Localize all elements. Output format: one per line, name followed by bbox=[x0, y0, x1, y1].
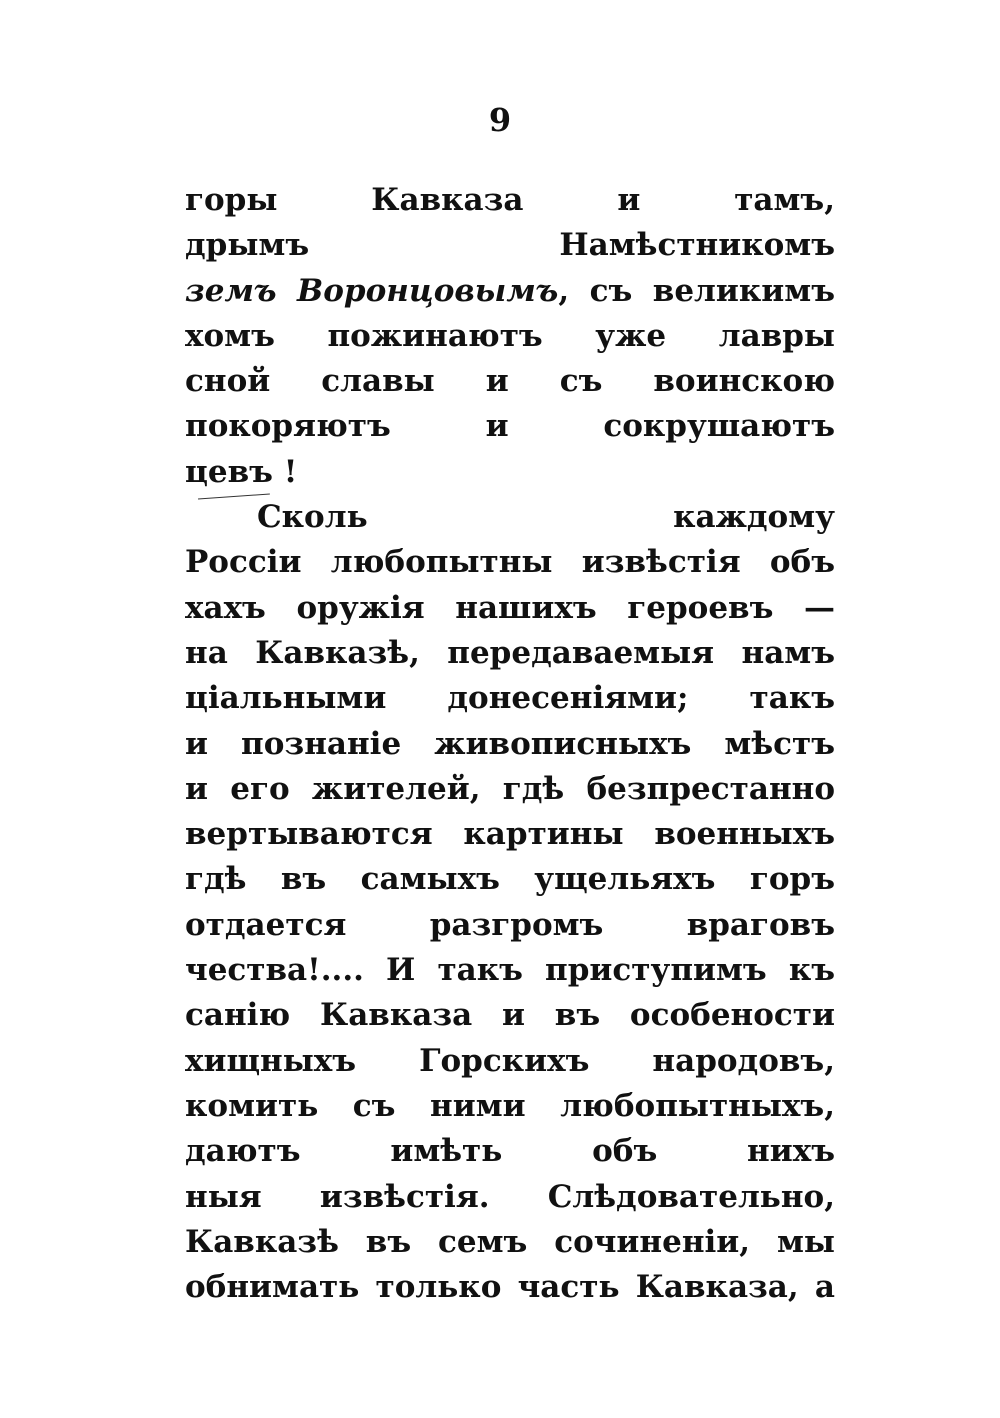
text-line: вертываются картины военныхъ bbox=[185, 816, 835, 853]
text-line: покоряютъ и сокрушаютъ bbox=[185, 408, 835, 445]
text-line: ціальными донесеніями; такъ bbox=[185, 680, 835, 717]
text-line: на Кавказѣ, передаваемыя намъ bbox=[185, 634, 835, 671]
text-line bbox=[185, 223, 835, 268]
text-line: хищныхъ Горскихъ народовъ, bbox=[185, 1042, 835, 1079]
text-line: Кавказѣ въ семъ сочиненіи, мы bbox=[185, 1223, 835, 1260]
body-text bbox=[185, 178, 835, 1310]
text-line: сной славы и съ воинскою bbox=[185, 363, 835, 400]
text-line: хомъ пожинаютъ уже лавры bbox=[185, 317, 835, 354]
text-line: санію Кавказа и въ особености bbox=[185, 997, 835, 1034]
text-line: цевъ ! bbox=[185, 453, 298, 490]
text-line: хахъ оружія нашихъ героевъ — bbox=[185, 589, 835, 626]
text-line: Сколь каждому bbox=[257, 499, 835, 536]
text-segment: , съ великимъ bbox=[558, 272, 835, 309]
text-segment-italic: земъ Воронцовымъ bbox=[185, 272, 559, 309]
page-number: 9 bbox=[488, 101, 512, 139]
text-line: гдѣ въ самыхъ ущельяхъ горъ bbox=[185, 861, 835, 898]
text-line: обнимать только часть Кавказа, а bbox=[185, 1269, 835, 1306]
text-line: отдается разгромъ враговъ bbox=[185, 906, 835, 943]
text-line: и его жителей, гдѣ безпрестанно bbox=[185, 770, 835, 807]
text-line: Россіи любопытны извѣстія объ bbox=[185, 544, 835, 581]
text-segment: дрымъ Намѣстникомъ bbox=[185, 227, 835, 264]
text-line: даютъ имѣть объ нихъ bbox=[185, 1133, 835, 1170]
text-line: чества!.... И такъ приступимъ къ bbox=[185, 952, 835, 989]
text-line: комить съ ними любопытныхъ, bbox=[185, 1087, 835, 1124]
text-line: горы Кавказа и тамъ, bbox=[185, 182, 835, 218]
text-line bbox=[185, 269, 835, 314]
text-line: и познаніе живописныхъ мѣстъ bbox=[185, 725, 835, 762]
text-line: ныя извѣстія. Слѣдовательно, bbox=[185, 1178, 835, 1215]
